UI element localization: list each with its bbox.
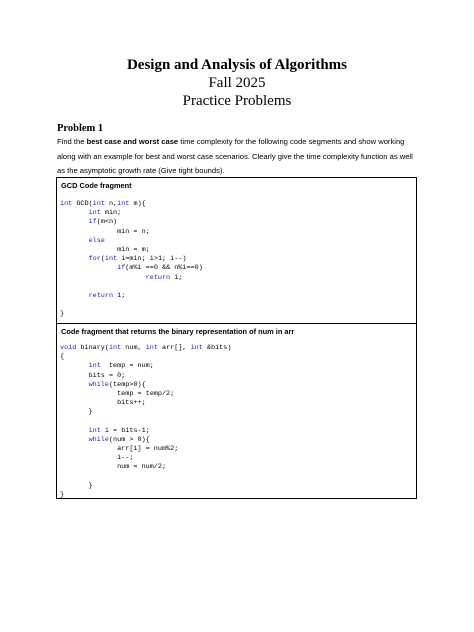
- code-line: }: [60, 491, 65, 499]
- course-title: Design and Analysis of Algorithms: [126, 57, 348, 73]
- instructions-prefix: Find the: [57, 137, 87, 146]
- code-line: [60, 283, 203, 292]
- code-line: void binary(int num, int arr[], int &bits): [60, 344, 232, 352]
- code-line: else: [88, 236, 105, 245]
- problem-heading: Problem 1: [57, 123, 104, 134]
- code-line: min = m;: [60, 245, 150, 254]
- code-line: return 1;: [88, 291, 126, 300]
- instructions-emphasis: best case and worst case: [86, 137, 179, 146]
- code-line: bits = 0;: [60, 371, 126, 380]
- gcd-fragment-cell: [57, 178, 416, 324]
- code-line: [60, 473, 231, 482]
- code-line: int GCD(int n,int m){: [60, 200, 146, 208]
- code-line: }: [60, 481, 93, 490]
- title-block: [0, 56, 474, 110]
- code-line: temp = temp/2;: [60, 389, 175, 398]
- code-line: int i = bits-1;: [88, 426, 150, 435]
- binary-code-block: [60, 344, 231, 500]
- gcd-code-block: [60, 200, 203, 319]
- code-line: bits++;: [60, 399, 146, 408]
- code-line: }: [60, 408, 93, 417]
- code-line: i--;: [60, 454, 134, 463]
- code-line: {: [60, 353, 65, 362]
- binary-fragment-cell: [57, 324, 416, 498]
- term-label: Fall 2025: [208, 75, 266, 91]
- gcd-fragment-header: GCD Code fragment: [61, 181, 132, 190]
- code-line: if(m%i ==0 && n%i==0): [117, 264, 203, 273]
- code-line: return i;: [145, 273, 183, 282]
- code-line: while(num > 0){: [88, 435, 150, 444]
- code-line: if(m<n): [88, 218, 118, 227]
- binary-fragment-header: Code fragment that returns the binary representation of num in arr: [61, 327, 295, 336]
- problem-instructions: [57, 135, 419, 179]
- code-line: for(int i=min; i>1; i--): [88, 255, 187, 264]
- instructions-suffix: time complexity for the following code segments and show working along with an example for best and worst case scenarios. Clearly give the time complexity function as well as the asymptotic growth rate (Give tight bounds).: [57, 137, 413, 175]
- code-line: int min;: [88, 209, 122, 218]
- code-line: num = num/2;: [60, 463, 167, 472]
- code-line: [60, 301, 203, 310]
- code-fragments-table: [56, 177, 417, 499]
- document-subtitle: Practice Problems: [182, 93, 292, 109]
- code-line: }: [60, 310, 65, 319]
- code-line: int temp = num;: [88, 362, 154, 371]
- code-line: min = n;: [60, 227, 150, 236]
- code-line: arr[i] = num%2;: [60, 445, 179, 454]
- code-line: [60, 418, 231, 427]
- code-line: while(temp>0){: [88, 380, 146, 389]
